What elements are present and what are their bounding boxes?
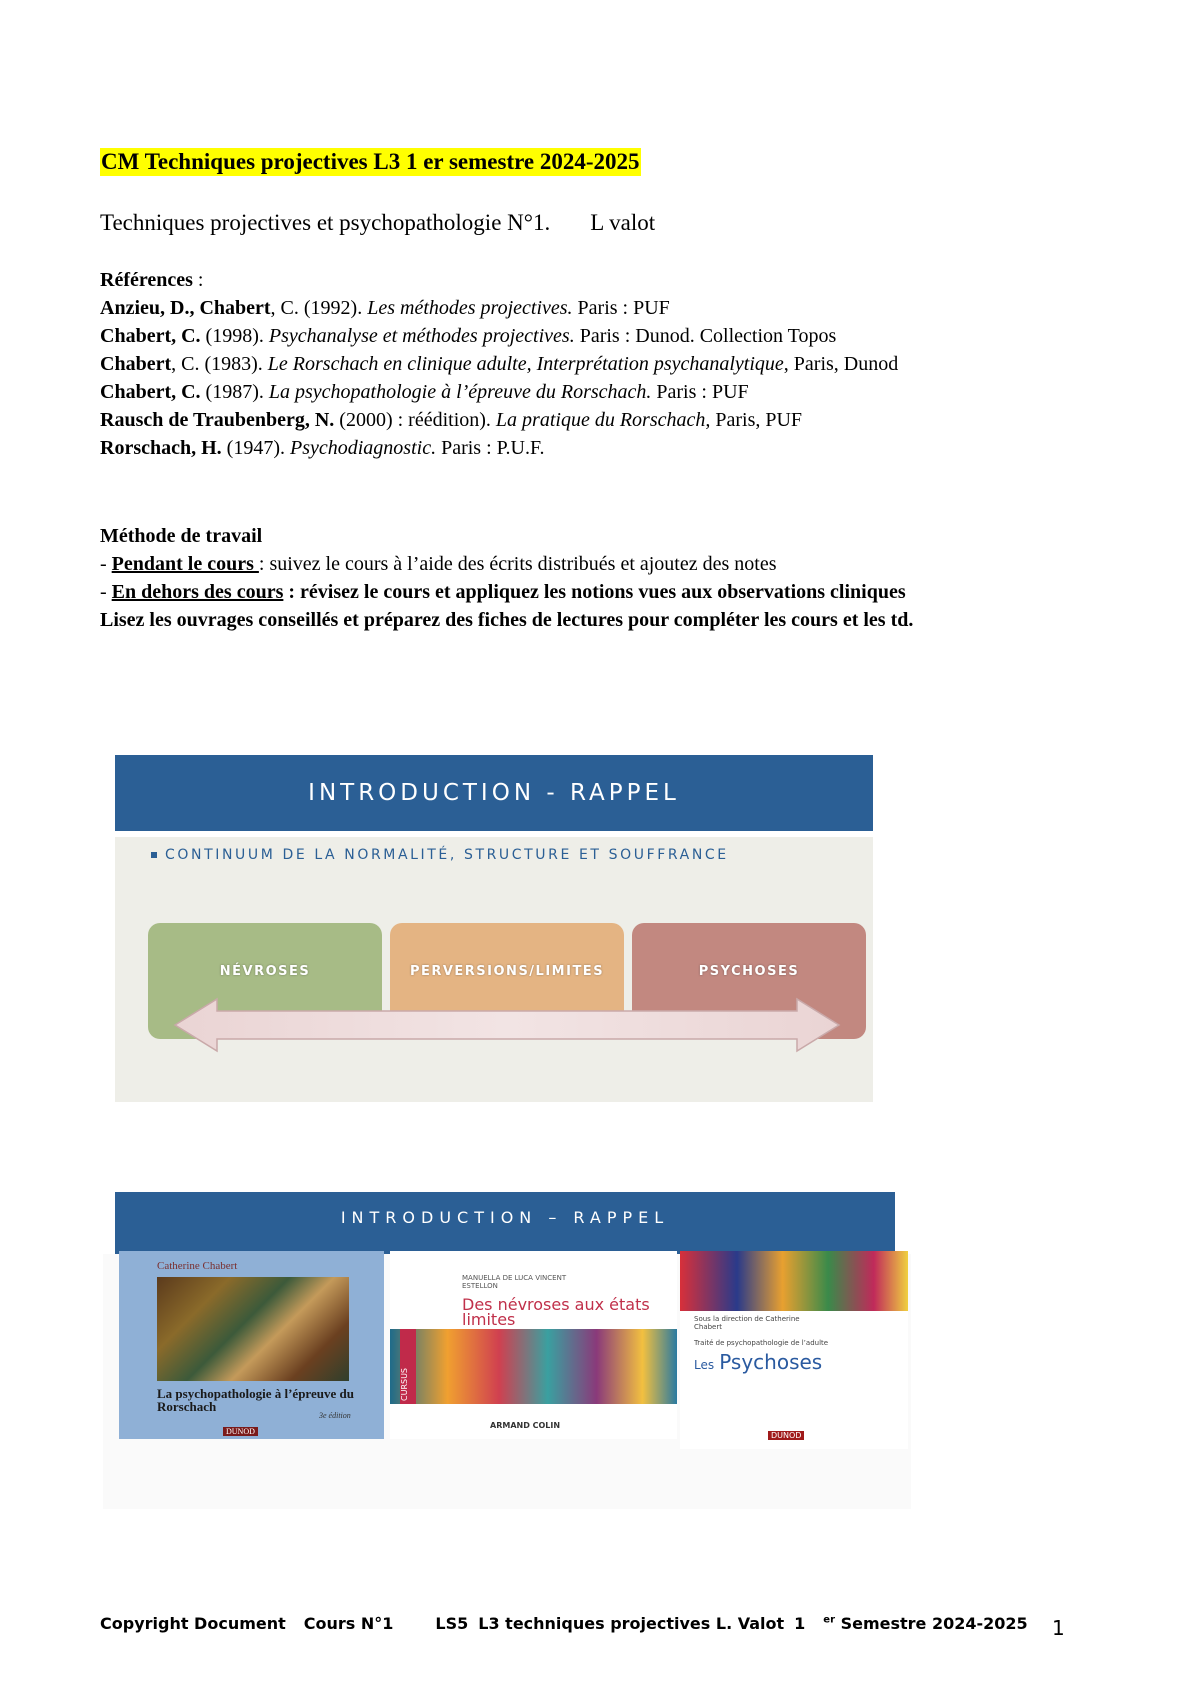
book-cover-psychopathologie-rorschach: Catherine Chabert La psychopathologie à l’épreuve du Rorschach 3e édition DUNOD [119, 1251, 384, 1439]
footer-desc: L3 techniques projectives L. Valot [478, 1614, 785, 1633]
footer-code: LS5 [435, 1614, 469, 1633]
method-line-outside: - En dehors des cours : révisez le cours et appliquez les notions vues aux observations cliniques [100, 581, 906, 603]
method-line-reading: Lisez les ouvrages conseillés et préparez des fiches de lectures pour compléter les cours et les td. [100, 609, 914, 631]
box-psychoses: PSYCHOSES [632, 923, 866, 1039]
reference-item: Chabert, C. (1983). Le Rorschach en clinique adulte, Interprétation psychanalytique, Paris, Dunod [100, 353, 899, 375]
method-line-during: - Pendant le cours : suivez le cours à l’aide des écrits distribués et ajoutez des notes [100, 553, 777, 575]
cover-pattern-image [390, 1329, 677, 1404]
slide-bullet: CONTINUUM DE LA NORMALITÉ, STRUCTURE ET SOUFFRANCE [151, 847, 729, 863]
page-number: 1 [1052, 1616, 1065, 1640]
box-nevroses: NÉVROSES [148, 923, 382, 1039]
slide-header: INTRODUCTION - RAPPEL [115, 755, 873, 831]
slide-divider [115, 831, 873, 837]
cover-spine-label: CURSUS [400, 1329, 416, 1404]
book-cover-nevroses-etats-limites: MANUELLA DE LUCA VINCENT ESTELLON Des névroses aux états limites CURSUS ARMAND COLIN [390, 1251, 677, 1439]
author-name: L valot [590, 210, 656, 235]
method-section [100, 522, 1080, 634]
publisher-logo: DUNOD [223, 1427, 258, 1436]
footer-copyright: Copyright Document [100, 1614, 286, 1633]
subtitle-text: Techniques projectives et psychopathologie N°1. [100, 210, 551, 235]
method-title: Méthode de travail [100, 525, 263, 547]
reference-item: Chabert, C. (1998). Psychanalyse et méthodes projectives. Paris : Dunod. Collection Topos [100, 325, 837, 347]
book-cover-les-psychoses: Sous la direction de Catherine Chabert Traité de psychopathologie de l’adulte Les Psychoses DUNOD [680, 1251, 908, 1449]
cover-painting-image [157, 1277, 349, 1381]
reference-item: Rausch de Traubenberg, N. (2000) : réédition). La pratique du Rorschach, Paris, PUF [100, 409, 803, 431]
slide-continuum [115, 755, 873, 1102]
reference-item: Chabert, C. (1987). La psychopathologie à l’épreuve du Rorschach. Paris : PUF [100, 381, 749, 403]
document-title: CM Techniques projectives L3 1 er semestre 2024-2025 [101, 149, 640, 174]
footer-semester: 1 $^{er}$ Semestre 2024-2025 [794, 1614, 1028, 1633]
publisher-logo: ARMAND COLIN [490, 1421, 561, 1430]
publisher-logo: DUNOD [768, 1431, 804, 1440]
bullet-square-icon [151, 852, 157, 858]
course-subtitle [100, 209, 655, 237]
slide-books-header: INTRODUCTION – RAPPEL [115, 1192, 895, 1254]
cover-art-image [680, 1251, 908, 1311]
box-perversions-limites: PERVERSIONS/LIMITES [390, 923, 624, 1039]
references-section: Références : Anzieu, D., Chabert, C. (1992). Les méthodes projectives. Paris : PUF Chabert, C. (1998). Psychanalyse et méthodes projectives. Paris : Dunod. Collection Topos Chabert, C. (1983). Le Rorschach en clinique adulte, Interprétation psychanalytique, Paris, Dunod Chabert, C. (1987). La psychopathologie à l’épreuve du Rorschach. Paris : PUF Rausch de Traubenberg, N. (2000) : réédition). La pratique du Rorschach, Paris, PUF Rorschach, H. (1947). Psychodiagnostic. Paris : P.U.F. [100, 266, 1020, 462]
reference-item: Anzieu, D., Chabert, C. (1992). Les méthodes projectives. Paris : PUF [100, 297, 670, 319]
page-footer [100, 1614, 1046, 1633]
double-arrow-icon [173, 997, 841, 1053]
references-label: Références [100, 269, 193, 291]
footer-course: Cours N°1 [303, 1614, 394, 1633]
reference-item: Rorschach, H. (1947). Psychodiagnostic. Paris : P.U.F. [100, 437, 545, 459]
